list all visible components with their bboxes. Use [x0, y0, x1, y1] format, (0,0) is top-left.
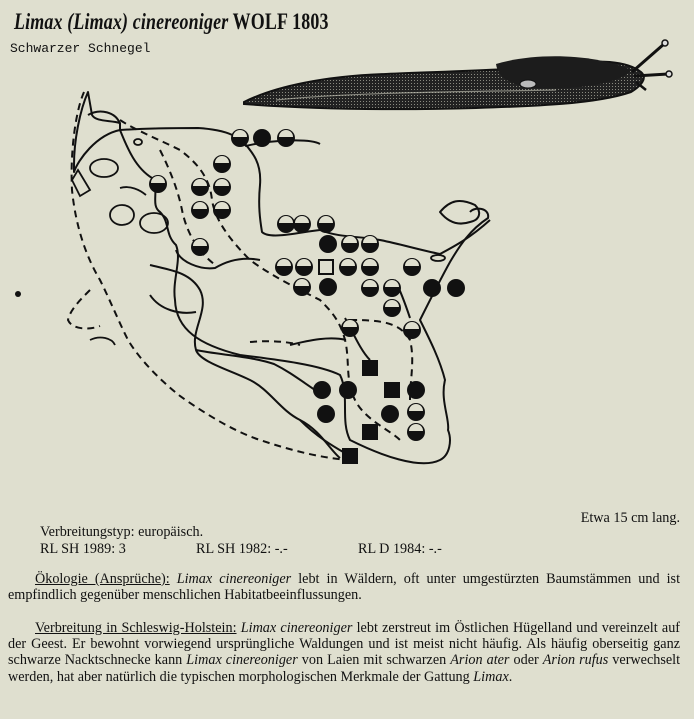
distribution-text-1: lebt zerstreut im Östlichen Hügelland und vereinzelt auf der Geest. Er bewohnt vorwiegend ursprüngliche Waldungen und ist meist nicht häufig. Als häufig oberseitig ganz schwarze Nacktschnecke kann: [8, 620, 681, 669]
ecology-paragraph: [8, 571, 680, 603]
species-name: Limax (Limax) cinereoniger: [14, 9, 229, 34]
ecology-heading: Ökologie (Ansprüche):: [35, 571, 170, 587]
distribution-heading: Verbreitung in Schleswig-Holstein:: [35, 620, 237, 636]
filled-square-record-icon: [384, 382, 400, 398]
rl-d-1984-label: RL D 1984:: [358, 541, 426, 557]
full-circle-record-icon: [317, 405, 335, 423]
rl-sh-1989-value: 3: [118, 541, 126, 557]
full-circle-record-icon: [339, 381, 357, 399]
distribution-type-label: Verbreitungstyp:: [40, 524, 135, 540]
distribution-map: [0, 80, 694, 490]
red-list-1989: [40, 541, 126, 558]
distribution-text-3: oder: [513, 652, 539, 669]
distribution-species-2: Limax cinereoniger: [186, 652, 298, 669]
filled-square-record-icon: [342, 448, 358, 464]
ecology-species: Limax cinereoniger: [176, 571, 292, 587]
rl-sh-1982-label: RL SH 1982:: [196, 541, 272, 557]
distribution-species: Limax cinereoniger: [240, 620, 353, 636]
filled-square-record-icon: [362, 360, 378, 376]
distribution-text-4: verwechselt werden, hat aber natürlich die typischen morphologischen Merkmale der Gattung: [8, 652, 681, 685]
full-circle-record-icon: [381, 405, 399, 423]
full-circle-record-icon: [319, 278, 337, 296]
rl-sh-1982-value: -.-: [274, 541, 288, 557]
red-list-d-1984: [358, 541, 442, 558]
full-circle-record-icon: [313, 381, 331, 399]
genus-name: Limax: [473, 668, 509, 685]
end-punct: .: [508, 668, 513, 685]
distribution-text-2: von Laien mit schwarzen: [301, 652, 447, 669]
distribution-type-value: europäisch.: [138, 524, 204, 540]
species-title: [14, 9, 329, 35]
full-circle-record-icon: [319, 235, 337, 253]
arion-ater: Arion ater: [450, 652, 510, 669]
record-symbols: [149, 129, 465, 464]
distribution-paragraph: [8, 620, 680, 685]
full-circle-record-icon: [447, 279, 465, 297]
species-author: WOLF 1803: [232, 9, 329, 34]
rl-sh-1989-label: RL SH 1989:: [40, 541, 116, 557]
red-list-1982: [196, 541, 288, 558]
full-circle-record-icon: [423, 279, 441, 297]
full-circle-record-icon: [253, 129, 271, 147]
common-name: Schwarzer Schnegel: [10, 41, 151, 56]
filled-square-record-icon: [362, 424, 378, 440]
arion-rufus: Arion rufus: [542, 652, 609, 669]
distribution-type: [40, 524, 203, 541]
open-square-record-icon: [319, 260, 333, 274]
ecology-text: lebt in Wäldern, oft unter umgestürzten Baumstämmen und ist empfindlich gegenüber menschlichen Habitatbeeinflussungen.: [8, 571, 681, 604]
size-note: Etwa 15 cm lang.: [580, 510, 680, 526]
full-circle-record-icon: [407, 381, 425, 399]
rl-d-1984-value: -.-: [428, 541, 442, 557]
